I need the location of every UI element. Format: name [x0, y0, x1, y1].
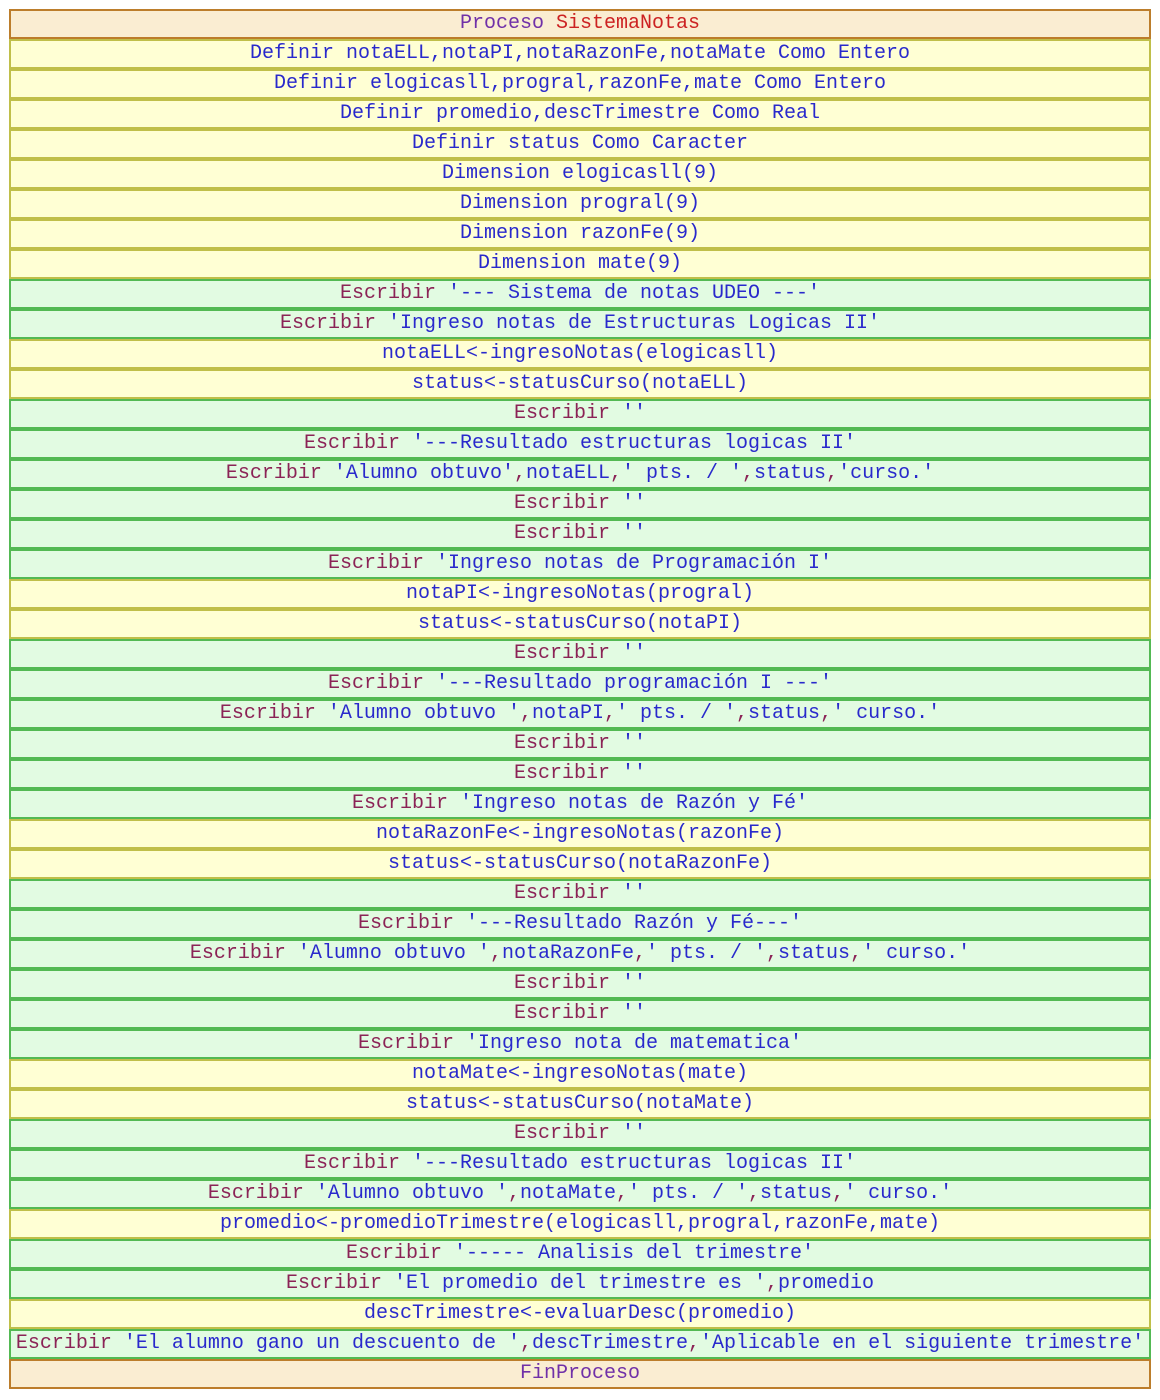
code-segment-kw: Escribir — [345, 1242, 454, 1265]
write-statement-row — [9, 459, 1151, 489]
code-segment-kw: Escribir — [189, 942, 298, 965]
write-statement-row — [9, 939, 1151, 969]
statement-row — [9, 189, 1151, 219]
code-segment-code: ' pts. / ' — [628, 1182, 749, 1205]
code-segment-code: status — [748, 702, 821, 725]
statement-row — [9, 1059, 1151, 1089]
code-segment-code: notaMate — [519, 1182, 616, 1205]
statement-row — [9, 849, 1151, 879]
code-segment-kw: Escribir — [207, 1182, 316, 1205]
statement-row — [9, 369, 1151, 399]
write-statement-row — [9, 1329, 1151, 1359]
code-segment-code: status — [754, 462, 827, 485]
statement-row — [9, 99, 1151, 129]
code-segment-code: '---Resultado programación I ---' — [435, 672, 833, 695]
statement-row — [9, 69, 1151, 99]
code-segment-code: ' curso.' — [862, 942, 971, 965]
code-segment-proc: Proceso — [459, 12, 556, 35]
code-segment-code: promedio<-promedioTrimestre(elogicasll,progral,razonFe,mate) — [219, 1212, 941, 1235]
code-segment-code: descTrimestre — [532, 1332, 689, 1355]
code-segment-code: notaELL<-ingresoNotas(elogicasll) — [381, 342, 779, 365]
statement-row — [9, 249, 1151, 279]
code-segment-kw: , — [736, 702, 749, 725]
code-segment-code: '---Resultado Razón y Fé---' — [465, 912, 803, 935]
code-segment-code: '' — [622, 972, 647, 995]
code-segment-proc: FinProceso — [519, 1362, 641, 1385]
code-segment-code: '' — [622, 522, 647, 545]
code-segment-kw: Escribir — [15, 1332, 124, 1355]
code-segment-code: 'Aplicable en el siguiente trimestre' — [700, 1332, 1145, 1355]
code-segment-kw: Escribir — [513, 882, 622, 905]
code-segment-kw: Escribir — [285, 1272, 394, 1295]
write-statement-row — [9, 669, 1151, 699]
code-segment-code: promedio — [778, 1272, 875, 1295]
code-segment-kw: , — [489, 942, 502, 965]
code-segment-kw: Escribir — [303, 1152, 412, 1175]
code-segment-kw: , — [519, 1332, 532, 1355]
write-statement-row — [9, 309, 1151, 339]
code-segment-code: 'Alumno obtuvo ' — [327, 702, 520, 725]
code-segment-kw: Escribir — [225, 462, 334, 485]
write-statement-row — [9, 639, 1151, 669]
code-segment-code: status<-statusCurso(notaMate) — [405, 1092, 755, 1115]
code-segment-kw: , — [519, 702, 532, 725]
code-segment-code: ' pts. / ' — [622, 462, 743, 485]
code-segment-code: 'Ingreso notas de Razón y Fé' — [459, 792, 809, 815]
code-segment-code: 'Alumno obtuvo ' — [297, 942, 490, 965]
code-segment-code: 'curso.' — [838, 462, 935, 485]
code-segment-code: '' — [622, 1122, 647, 1145]
write-statement-row — [9, 399, 1151, 429]
code-segment-code: '' — [622, 882, 647, 905]
code-segment-code: Definir notaELL,notaPI,notaRazonFe,notaMate Como Entero — [249, 42, 911, 65]
code-segment-kw: Escribir — [279, 312, 388, 335]
code-segment-code: ' pts. / ' — [616, 702, 737, 725]
code-segment-code: '----- Analisis del trimestre' — [453, 1242, 815, 1265]
code-segment-kw: Escribir — [357, 912, 466, 935]
code-segment-code: notaMate<-ingresoNotas(mate) — [411, 1062, 749, 1085]
code-segment-code: notaELL — [525, 462, 610, 485]
code-segment-code: Dimension mate(9) — [477, 252, 683, 275]
code-segment-kw: Escribir — [219, 702, 328, 725]
write-statement-row — [9, 909, 1151, 939]
write-statement-row — [9, 429, 1151, 459]
code-segment-kw: , — [742, 462, 755, 485]
code-segment-code: '---Resultado estructuras logicas II' — [411, 1152, 857, 1175]
write-statement-row — [9, 999, 1151, 1029]
code-segment-kw: Escribir — [513, 972, 622, 995]
write-statement-row — [9, 279, 1151, 309]
write-statement-row — [9, 489, 1151, 519]
code-segment-code: 'Ingreso notas de Estructuras Logicas II' — [387, 312, 881, 335]
code-segment-kw: , — [826, 462, 839, 485]
code-segment-kw: , — [766, 1272, 779, 1295]
statement-row — [9, 819, 1151, 849]
code-segment-code: 'Alumno obtuvo ' — [315, 1182, 508, 1205]
statement-row — [9, 129, 1151, 159]
code-segment-kw: Escribir — [513, 1122, 622, 1145]
write-statement-row — [9, 1179, 1151, 1209]
write-statement-row — [9, 1029, 1151, 1059]
code-segment-kw: Escribir — [513, 402, 622, 425]
code-segment-kw: Escribir — [513, 522, 622, 545]
code-segment-code: ' curso.' — [844, 1182, 953, 1205]
code-segment-kw: Escribir — [513, 732, 622, 755]
write-statement-row — [9, 789, 1151, 819]
code-segment-code: notaRazonFe — [501, 942, 634, 965]
code-segment-code: '--- Sistema de notas UDEO ---' — [447, 282, 821, 305]
code-segment-kw: , — [832, 1182, 845, 1205]
code-segment-code: Definir status Como Caracter — [411, 132, 749, 155]
statement-row — [9, 1209, 1151, 1239]
code-segment-code: 'El alumno gano un descuento de ' — [123, 1332, 520, 1355]
code-segment-kw: , — [820, 702, 833, 725]
statement-row — [9, 219, 1151, 249]
code-segment-kw: , — [603, 702, 616, 725]
code-segment-kw: , — [748, 1182, 761, 1205]
code-segment-code: status — [760, 1182, 833, 1205]
write-statement-row — [9, 879, 1151, 909]
code-segment-code: notaPI — [531, 702, 604, 725]
code-segment-code: status<-statusCurso(notaPI) — [417, 612, 743, 635]
code-segment-kw: , — [766, 942, 779, 965]
write-statement-row — [9, 519, 1151, 549]
code-segment-kw: , — [633, 942, 646, 965]
statement-row — [9, 579, 1151, 609]
code-segment-code: ' pts. / ' — [646, 942, 767, 965]
code-segment-code: status — [778, 942, 851, 965]
code-segment-code: '---Resultado estructuras logicas II' — [411, 432, 857, 455]
code-segment-code: 'Ingreso notas de Programación I' — [435, 552, 833, 575]
process-boundary-row — [9, 1359, 1151, 1389]
write-statement-row — [9, 1269, 1151, 1299]
pseudocode-listing — [9, 9, 1151, 1389]
code-segment-code: notaPI<-ingresoNotas(progral) — [405, 582, 755, 605]
write-statement-row — [9, 549, 1151, 579]
code-segment-code: 'El promedio del trimestre es ' — [393, 1272, 767, 1295]
code-segment-kw: Escribir — [339, 282, 448, 305]
code-segment-code: ' curso.' — [832, 702, 941, 725]
write-statement-row — [9, 1119, 1151, 1149]
code-segment-code: notaRazonFe<-ingresoNotas(razonFe) — [375, 822, 785, 845]
code-segment-code: Dimension razonFe(9) — [459, 222, 701, 245]
write-statement-row — [9, 759, 1151, 789]
code-segment-code: status<-statusCurso(notaELL) — [411, 372, 749, 395]
code-segment-kw: Escribir — [513, 762, 622, 785]
code-segment-code: '' — [622, 1002, 647, 1025]
code-segment-kw: , — [688, 1332, 701, 1355]
code-segment-code: 'Ingreso nota de matematica' — [465, 1032, 803, 1055]
write-statement-row — [9, 969, 1151, 999]
code-segment-kw: , — [507, 1182, 520, 1205]
code-segment-code: Definir elogicasll,progral,razonFe,mate Como Entero — [273, 72, 887, 95]
code-segment-kw: Escribir — [327, 552, 436, 575]
code-segment-code: status<-statusCurso(notaRazonFe) — [387, 852, 773, 875]
code-segment-kw: , — [609, 462, 622, 485]
code-segment-code: descTrimestre<-evaluarDesc(promedio) — [363, 1302, 797, 1325]
code-segment-kw: , — [513, 462, 526, 485]
statement-row — [9, 1299, 1151, 1329]
code-segment-kw: Escribir — [351, 792, 460, 815]
code-segment-kw: Escribir — [513, 1002, 622, 1025]
statement-row — [9, 609, 1151, 639]
code-segment-kw: Escribir — [513, 642, 622, 665]
code-segment-kw: Escribir — [303, 432, 412, 455]
code-segment-code: Dimension elogicasll(9) — [441, 162, 719, 185]
code-segment-code: 'Alumno obtuvo' — [333, 462, 514, 485]
code-segment-kw: Escribir — [513, 492, 622, 515]
statement-row — [9, 39, 1151, 69]
code-segment-code: Dimension progral(9) — [459, 192, 701, 215]
code-segment-kw: , — [615, 1182, 628, 1205]
process-boundary-row — [9, 9, 1151, 39]
write-statement-row — [9, 729, 1151, 759]
statement-row — [9, 159, 1151, 189]
code-segment-kw: , — [850, 942, 863, 965]
write-statement-row — [9, 699, 1151, 729]
code-segment-code: '' — [622, 762, 647, 785]
code-segment-code: Definir promedio,descTrimestre Como Real — [339, 102, 821, 125]
code-segment-kw: Escribir — [327, 672, 436, 695]
code-segment-code: '' — [622, 642, 647, 665]
write-statement-row — [9, 1149, 1151, 1179]
code-segment-code: '' — [622, 492, 647, 515]
statement-row — [9, 339, 1151, 369]
statement-row — [9, 1089, 1151, 1119]
code-segment-code: '' — [622, 402, 647, 425]
write-statement-row — [9, 1239, 1151, 1269]
code-segment-kw: Escribir — [357, 1032, 466, 1055]
code-segment-code: '' — [622, 732, 647, 755]
code-segment-name: SistemaNotas — [555, 12, 701, 35]
